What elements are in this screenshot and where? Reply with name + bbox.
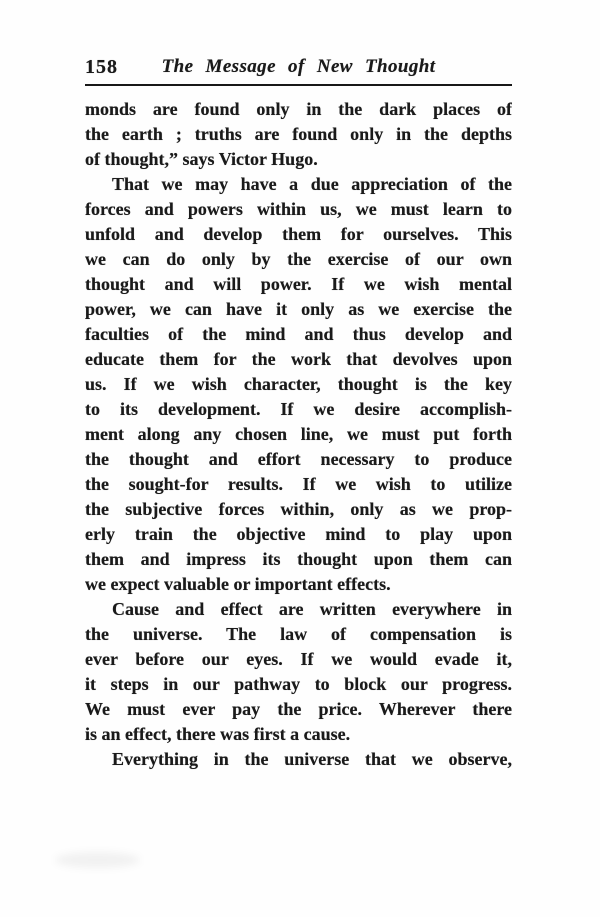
text-line: the subjective forces within, only as we prop- <box>85 499 512 519</box>
text-line: Cause and effect are written everywhere in <box>112 599 512 619</box>
text-line: unfold and develop them for ourselves. This <box>85 224 512 244</box>
page-number: 158 <box>85 56 118 78</box>
body-text <box>85 97 512 772</box>
text-line: them and impress its thought upon them can <box>85 549 512 569</box>
text-line: forces and powers within us, we must learn to <box>85 199 512 219</box>
text-line: faculties of the mind and thus develop and <box>85 324 512 344</box>
text-line: ever before our eyes. If we would evade it, <box>85 649 512 669</box>
text-line: We must ever pay the price. Wherever there <box>85 699 512 719</box>
text-line: we can do only by the exercise of our own <box>85 249 512 269</box>
text-line: the universe. The law of compensation is <box>85 624 512 644</box>
text-line: educate them for the work that devolves upon <box>85 349 512 369</box>
text-line: ment along any chosen line, we must put forth <box>85 424 512 444</box>
header-rule <box>85 84 512 86</box>
text-line: us. If we wish character, thought is the key <box>85 374 512 394</box>
text-line: the thought and effort necessary to produce <box>85 449 512 469</box>
text-line: Everything in the universe that we observe, <box>112 749 512 769</box>
text-line: the sought-for results. If we wish to utilize <box>85 474 512 494</box>
text-line: monds are found only in the dark places of <box>85 99 512 119</box>
running-title: The Message of New Thought <box>161 56 436 77</box>
text-line: to its development. If we desire accomplish- <box>85 399 512 419</box>
text-line: thought and will power. If we wish mental <box>85 274 512 294</box>
text-line: is an effect, there was first a cause. <box>85 724 351 744</box>
text-line: That we may have a due appreciation of the <box>112 174 512 194</box>
text-line: the earth ; truths are found only in the depths <box>85 124 512 144</box>
text-line: power, we can have it only as we exercise the <box>85 299 512 319</box>
text-line: of thought,” says Victor Hugo. <box>85 149 318 169</box>
text-line: we expect valuable or important effects. <box>85 574 391 594</box>
text-line: erly train the objective mind to play upon <box>85 524 512 544</box>
running-header <box>85 53 512 81</box>
scan-smudge <box>55 852 140 868</box>
text-line: it steps in our pathway to block our progress. <box>85 674 512 694</box>
